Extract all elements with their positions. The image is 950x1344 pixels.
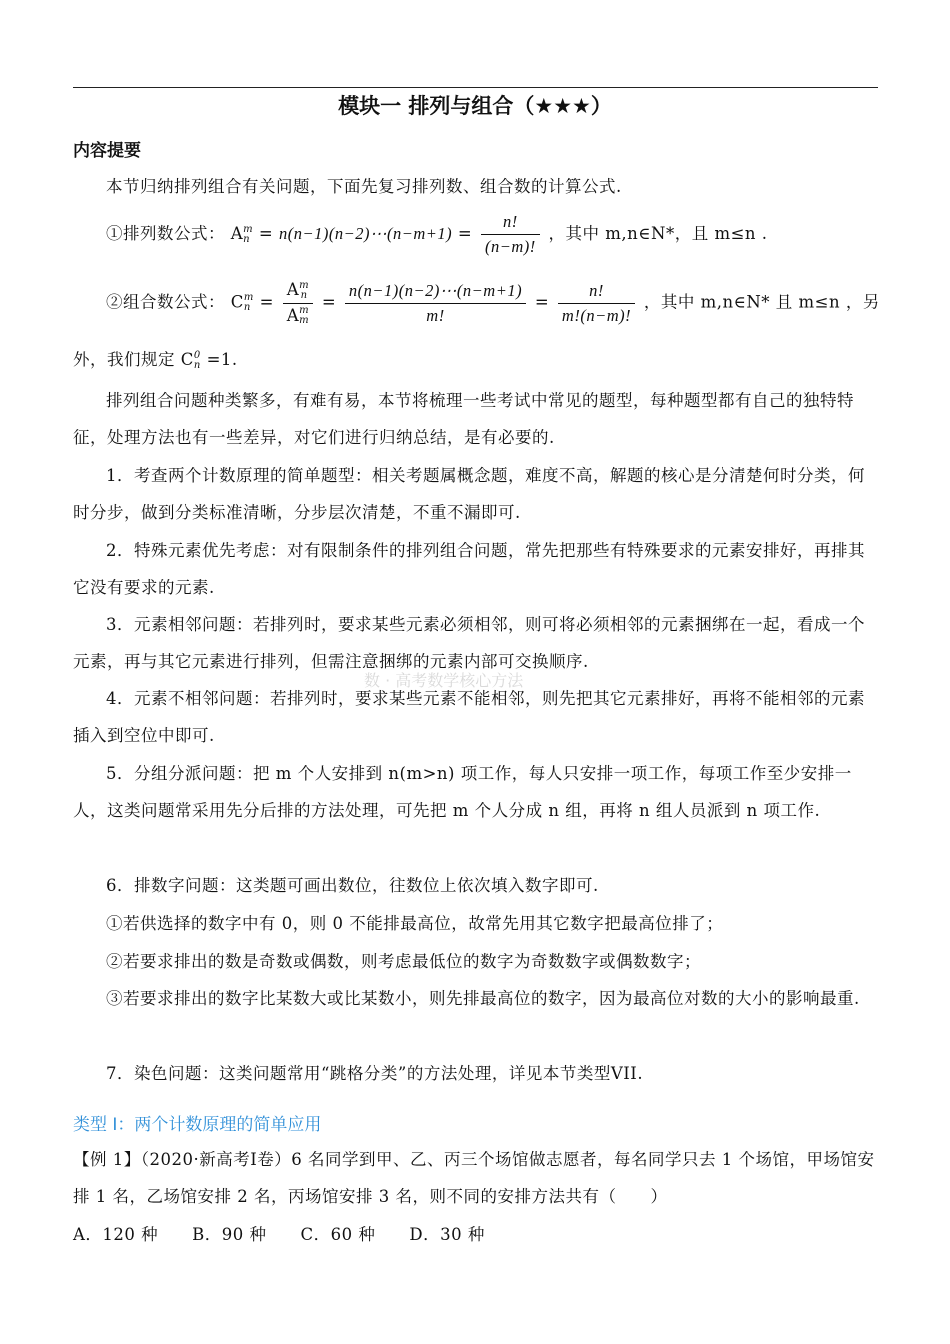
formula2-fraction-a: A m n A m m <box>283 280 313 326</box>
formula1-expansion: n(n−1)(n−2)⋯(n−m+1) <box>278 224 453 243</box>
header-rule <box>73 87 878 88</box>
item-1: 1．考查两个计数原理的简单题型：相关考题属概念题，难度不高，解题的核心是分清楚何时分类，何时分步，做到分类标准清晰，分步层次清楚，不重不漏即可. <box>73 466 865 522</box>
example-1: 【例 1】（2020·新高考Ⅰ卷）6 名同学到甲、乙、丙三个场馆做志愿者，每名同学只去 1 个场馆，甲场馆安排 1 名，乙场馆安排 2 名，丙场馆安排 3 名，则不同的安排方法共有（ ） <box>73 1150 875 1206</box>
item-2: 2．特殊元素优先考虑：对有限制条件的排列组合问题，常先把那些有特殊要求的元素安排好，再排其它没有要求的元素. <box>73 541 865 597</box>
formula1-label: ①排列数公式： <box>106 224 225 243</box>
formula2-continuation: 外，我们规定 C 0 n =1. <box>73 349 238 371</box>
formula1-fraction <box>481 212 540 257</box>
formula1-numerator: n! <box>481 212 540 235</box>
formula2-condition: ，其中 m,n∈N* 且 m≤n ，另 <box>643 292 880 312</box>
formula2-cont-text: 外，我们规定 C <box>73 350 194 369</box>
formula1-lhs: A <box>230 224 244 243</box>
formula2-lhs: C <box>230 292 244 312</box>
formula2-cont-tail: =1. <box>200 350 238 369</box>
formula2-frac3-denominator: m!(n−m)! <box>561 305 632 325</box>
type-heading: 类型 I：两个计数原理的简单应用 <box>73 1115 322 1135</box>
formula2-fraction-c <box>558 281 635 326</box>
intro-paragraph: 本节归纳排列组合有关问题，下面先复习排列数、组合数的计算公式. <box>106 177 622 196</box>
formula2-frac1-numerator: A <box>286 280 300 299</box>
item-7: 7．染色问题：这类问题常用“跳格分类”的方法处理，详见本节类型VII. <box>106 1064 644 1083</box>
item-4: 4．元素不相邻问题：若排列时，要求某些元素不能相邻，则先把其它元素排好，再将不能相邻的元素插入到空位中即可. <box>73 689 865 745</box>
formula2-fraction-b <box>345 281 526 326</box>
answer-options: A．120 种 B．90 种 C．60 种 D．30 种 <box>73 1225 485 1244</box>
formula2-frac3-numerator: n! <box>558 281 635 304</box>
sub-item-2: ②若要求排出的数是奇数或偶数，则考虑最低位的数字为奇数数字或偶数数字； <box>106 952 701 971</box>
sub-item-3: ③若要求排出的数字比某数大或比某数小，则先排最高位的数字，因为最高位对数的大小的影响最重. <box>106 989 860 1008</box>
formula2-label: ②组合数公式： <box>106 292 225 312</box>
item-6: 6．排数字问题：这类题可画出数位，往数位上依次填入数字即可. <box>106 876 599 895</box>
item-5: 5．分组分派问题：把 m 个人安排到 n(m>n) 项工作，每人只安排一项工作，每项工作至少安排一人，这类问题常采用先分后排的方法处理，可先把 m 个人分成 n 组，再将 n 组人员派到 n 项工作. <box>73 764 852 820</box>
formula2-frac2-denominator: m! <box>426 305 445 325</box>
overview-paragraph: 排列组合问题种类繁多，有难有易，本节将梳理一些考试中常见的题型，每种题型都有自己的独特特征，处理方法也有一些差异，对它们进行归纳总结，是有必要的. <box>73 391 854 447</box>
formula2-frac1-denominator: A <box>286 305 300 325</box>
formula1-denominator: (n−m)! <box>484 237 536 256</box>
formula1-indices: m n <box>243 223 254 245</box>
combination-formula: ②组合数公式： C m n = A m n A m m = $\frac{n(n-1)(n-2)\cdots(n-m+1)}{m!}$ = $\frac{n!}{m!(n-m)!}$ ，其中 m,n∈N* 且 m≤n ，另 <box>106 279 880 326</box>
permutation-formula: ①排列数公式： A m n = n(n−1)(n−2)⋯(n−m+1) = $\frac{n!}{(n-m)!}$ ，其中 m,n∈N*，且 m≤n . <box>106 212 768 256</box>
sub-item-1: ①若供选择的数字中有 0，则 0 不能排最高位，故常先用其它数字把最高位排了； <box>106 914 724 933</box>
formula2-frac2-numerator: n(n−1)(n−2)⋯(n−m+1) <box>345 281 526 304</box>
page-title: 模块一 排列与组合（★★★） <box>338 94 612 118</box>
formula2-indices: m n <box>243 292 254 313</box>
section-heading: 内容提要 <box>73 141 141 161</box>
item-3: 3．元素相邻问题：若排列时，要求某些元素必须相邻，则可将必须相邻的元素捆绑在一起，看成一个元素，再与其它元素进行排列，但需注意捆绑的元素内部可交换顺序. <box>73 615 865 671</box>
watermark: 数 · 高考数学核心方法 <box>364 671 524 690</box>
formula1-condition: ，其中 m,n∈N*，且 m≤n . <box>548 224 768 243</box>
